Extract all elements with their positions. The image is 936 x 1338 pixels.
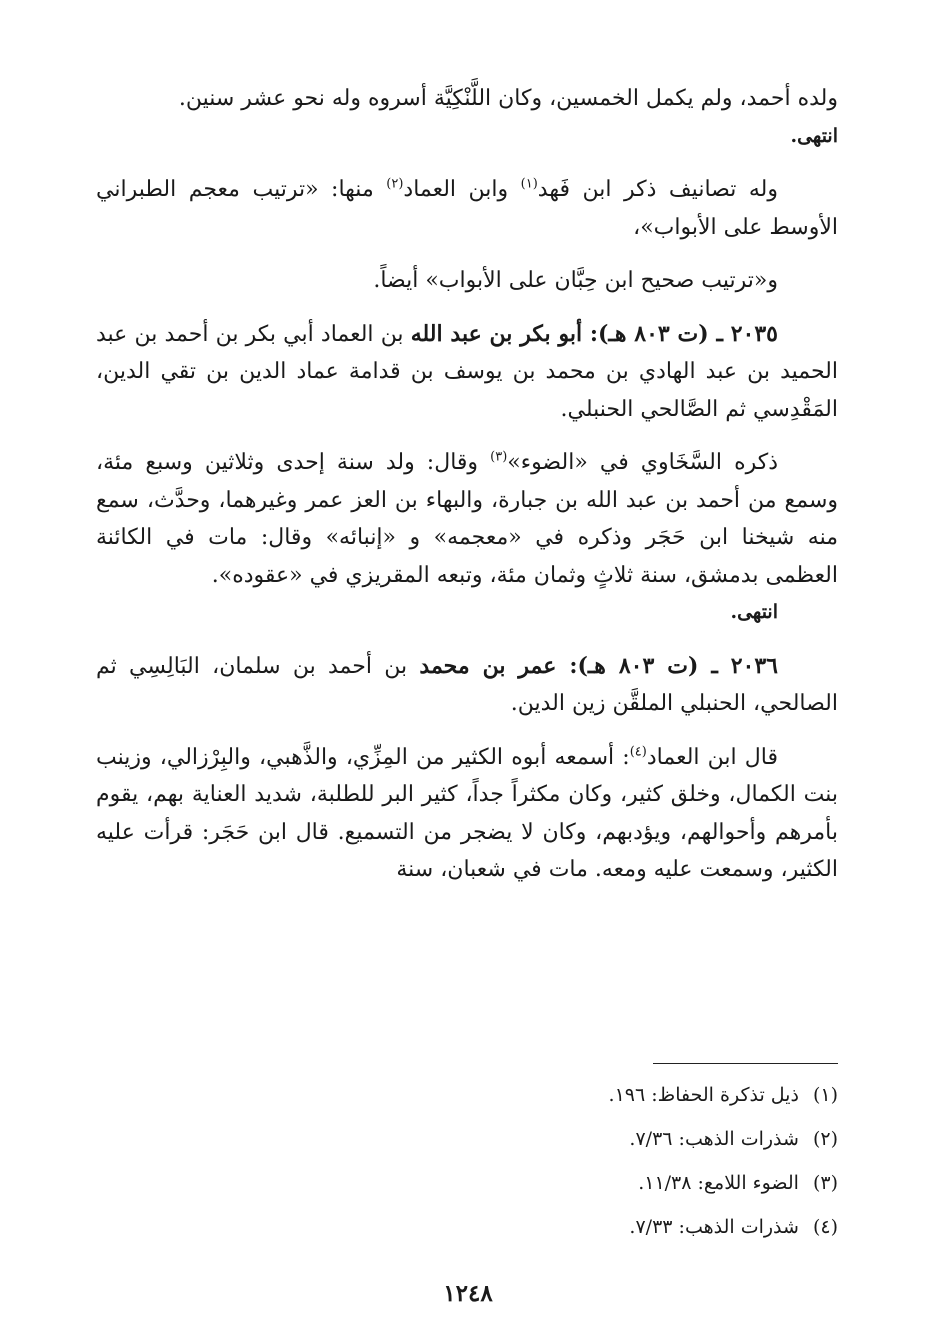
footnote-3-text: الضوء اللامع: ١١/٣٨.: [638, 1172, 799, 1194]
footnote-2-text: شذرات الذهب: ٧/٣٦.: [629, 1128, 799, 1150]
footnote-1-text: ذيل تذكرة الحفاظ: ١٩٦.: [608, 1084, 799, 1106]
paragraph-5-text-a: ذكره السَّخَاوي في «الضوء»: [507, 450, 779, 475]
footnote-3-number: (٣): [812, 1172, 838, 1194]
entry-2036-number: ٢٠٣٦ ـ (ت ٨٠٣ هـ):: [556, 652, 778, 679]
paragraph-1-end: انتهى.: [790, 124, 838, 147]
paragraph-1-text: ولده أحمد، ولم يكمل الخمسين، وكان اللَّنْكِيَّة أسروه وله نحو عشر سنين.: [178, 86, 838, 111]
paragraph-7-text-a: قال ابن العماد: [646, 744, 778, 770]
footnote-ref-2[interactable]: (٢): [386, 176, 404, 192]
footnote-ref-1[interactable]: (١): [520, 176, 538, 192]
entry-2036-text: بن أحمد بن سلمان، البَالِسِي ثم الصالحي، الحنبلي الملقَّن زين الدين.: [96, 653, 838, 716]
paragraph-2-text-c: منها: «ترتيب معجم الطبراني الأوسط على الأبواب»،: [96, 177, 838, 240]
footnote-4: [338, 1205, 838, 1249]
footnote-4-number: (٤): [812, 1216, 838, 1238]
paragraph-7-text-b: : أسمعه أبوه الكثير من المِزِّي، والذَّهبي، والبِرْزالي، وزينب بنت الكمال، وخلق كثير، وكان مكثراً جداً، كثير البر للطلبة، شديد العناية بهم، يقوم بأمرهم وأحوالهم، ويؤدبهم، وكان لا يضجر من التسميع. قال ابن حَجَر: قرأت عليه الكثير، وسمعت عليه ومعه. مات في شعبان، سنة: [96, 744, 838, 882]
paragraph-3-text: و«ترتيب صحيح ابن حِبَّان على الأبواب» أيضاً.: [373, 268, 778, 293]
footnote-divider: [653, 1063, 838, 1064]
footnote-2-number: (٢): [812, 1128, 838, 1150]
entry-2036: [96, 648, 838, 723]
footnote-2: [338, 1117, 838, 1161]
paragraph-2-text-a: وله تصانيف ذكر ابن فَهد: [537, 177, 778, 202]
entry-2035-name: أبو بكر بن عبد الله: [410, 320, 583, 347]
footnote-ref-3[interactable]: (٣): [490, 449, 508, 465]
footnotes: [338, 1073, 838, 1249]
paragraph-5-end: انتهى.: [730, 601, 778, 623]
paragraph-3: [96, 262, 838, 300]
footnote-4-text: شذرات الذهب: ٧/٣٣.: [629, 1216, 799, 1238]
entry-2035-number: ٢٠٣٥ ـ (ت ٨٠٣ هـ):: [582, 320, 778, 347]
paragraph-2: [96, 171, 838, 246]
entry-2035: [96, 316, 838, 429]
paragraph-5-text-b: وقال: ولد سنة إحدى وثلاثين وسبع مئة، وسمع من أحمد بن عبد الله بن جبارة، والبهاء بن العز عمر وغيرهما، وحدَّث، سمع منه شيخنا ابن حَجَر وذكره في «معجمه» و «إنبائه» وقال: مات في الكائنة العظمى بدمشق، سنة ثلاثٍ وثمان مئة، وتبعه المقريزي في «عقوده».: [96, 450, 838, 588]
footnote-1-number: (١): [812, 1084, 838, 1106]
paragraph-5: [96, 444, 838, 632]
entry-2035-text: بن العماد أبي بكر بن أحمد بن عبد الحميد بن عبد الهادي بن محمد بن يوسف بن قدامة عماد الدين بن تقي الدين، المَقْدِسي ثم الصَّالحي الحنبلي.: [96, 321, 838, 422]
page-body: [96, 80, 838, 905]
entry-2036-name: عمر بن محمد: [419, 652, 557, 679]
paragraph-1: [96, 80, 838, 155]
footnote-ref-4[interactable]: (٤): [629, 744, 647, 760]
paragraph-2-text-b: وابن العماد: [403, 177, 521, 202]
footnote-3: [338, 1161, 838, 1205]
footnote-1: [338, 1073, 838, 1117]
paragraph-7: [96, 739, 838, 889]
page-number: ١٢٤٨: [443, 1280, 493, 1307]
